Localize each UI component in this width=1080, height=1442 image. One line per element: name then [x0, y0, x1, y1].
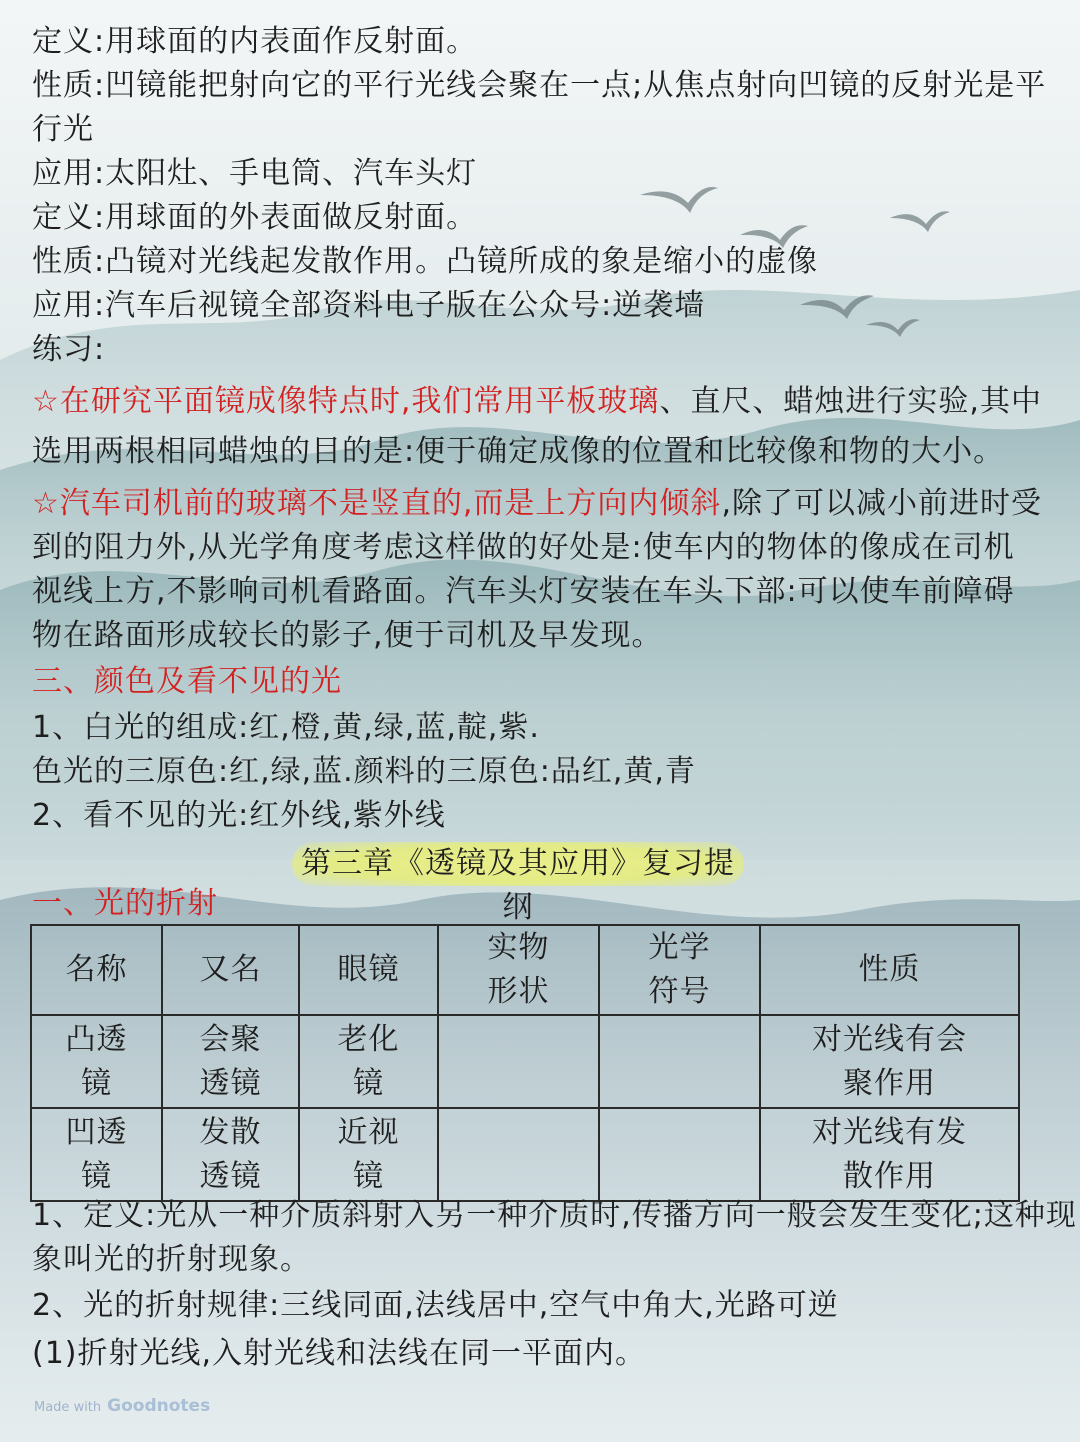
cell-text: 透镜: [199, 1065, 262, 1101]
text-line: 三、颜色及看不见的光: [32, 664, 342, 699]
table-header-cell: [438, 925, 599, 1015]
table-cell: [599, 1108, 760, 1201]
text-line: 性质:凹镜能把射向它的平行光线会聚在一点;从焦点射向凹镜的反射光是平: [32, 68, 1047, 103]
goodnotes-watermark: [34, 1396, 210, 1416]
table-row: [31, 1015, 1019, 1108]
text-line: 象叫光的折射现象。: [32, 1242, 311, 1277]
cell-text: 实物: [487, 930, 550, 965]
text-line: [32, 382, 1042, 422]
table-cell: [162, 1108, 299, 1201]
table-header-cell: [162, 925, 299, 1015]
cell-text: 散作用: [843, 1158, 936, 1194]
highlighted-text: ☆汽车司机前的玻璃不是竖直的,而是上方向内倾斜: [32, 486, 722, 521]
cell-text: 眼镜: [337, 952, 400, 987]
text-line: [32, 484, 1042, 524]
table-cell: [760, 1015, 1019, 1108]
cell-text: 名称: [65, 952, 128, 987]
cell-text: 老化: [337, 1021, 400, 1057]
table-cell: [599, 1015, 760, 1108]
plain-text: ,除了可以减小前进时受: [721, 486, 1042, 521]
table-cell: [299, 1015, 438, 1108]
table-header-cell: [31, 925, 162, 1015]
text-line: 应用:太阳灶、手电筒、汽车头灯: [32, 156, 478, 191]
table-cell: [31, 1108, 162, 1201]
table-row: [31, 1108, 1019, 1201]
cell-text: 镜: [81, 1158, 112, 1194]
lens-table: [30, 924, 1020, 1202]
text-line: 行光: [32, 112, 94, 147]
cell-text: 镜: [353, 1158, 384, 1194]
text-line: 定义:用球面的内表面作反射面。: [32, 24, 478, 59]
cell-text: 近视: [337, 1114, 400, 1150]
text-line: 物在路面形成较长的影子,便于司机及早发现。: [32, 618, 663, 653]
cell-text: 对光线有发: [812, 1114, 967, 1150]
text-line: 到的阻力外,从光学角度考虑这样做的好处是:使车内的物体的像成在司机: [32, 530, 1015, 565]
watermark-prefix: Made with: [34, 1400, 102, 1415]
table-cell: [438, 1015, 599, 1108]
cell-text: 又名: [199, 952, 262, 987]
cell-text: 镜: [353, 1065, 384, 1101]
text-line: 1、定义:光从一种介质斜射入另一种介质时,传播方向一般会发生变化;这种现: [32, 1198, 1077, 1233]
section-title: 一、光的折射: [32, 886, 218, 921]
text-line: 2、看不见的光:红外线,紫外线: [32, 798, 446, 833]
cell-text: 对光线有会: [812, 1021, 967, 1057]
cell-text: 聚作用: [843, 1065, 936, 1101]
cell-text: 透镜: [199, 1158, 262, 1194]
text-line: 性质:凸镜对光线起发散作用。凸镜所成的象是缩小的虚像: [32, 244, 819, 279]
table-cell: [162, 1015, 299, 1108]
table-header-row: [31, 925, 1019, 1015]
cell-text: 凸透: [65, 1021, 128, 1057]
text-line: 选用两根相同蜡烛的目的是:便于确定成像的位置和比较像和物的大小。: [32, 434, 1005, 469]
cell-text: 形状: [487, 974, 550, 1009]
table-cell: [438, 1108, 599, 1201]
highlighted-text: ☆在研究平面镜成像特点时,我们常用平板玻璃: [32, 384, 660, 419]
text-line: 1、白光的组成:红,橙,黄,绿,蓝,靛,紫.: [32, 710, 540, 745]
text-line: (1)折射光线,入射光线和法线在同一平面内。: [32, 1336, 647, 1371]
cell-text: 符号: [648, 974, 711, 1009]
watermark-brand: Goodnotes: [107, 1396, 211, 1416]
cell-text: 性质: [858, 952, 921, 987]
table-cell: [299, 1108, 438, 1201]
table-header-cell: [760, 925, 1019, 1015]
cell-text: 发散: [199, 1114, 262, 1150]
table-header-cell: [599, 925, 760, 1015]
chapter-title: 第三章《透镜及其应用》复习提纲: [292, 842, 744, 886]
cell-text: 会聚: [199, 1021, 262, 1057]
cell-text: 镜: [81, 1065, 112, 1101]
cell-text: 凹透: [65, 1114, 128, 1150]
cell-text: 光学: [648, 930, 711, 965]
table-header-cell: [299, 925, 438, 1015]
plain-text: 、直尺、蜡烛进行实验,其中: [659, 384, 1042, 419]
text-line: 2、光的折射规律:三线同面,法线居中,空气中角大,光路可逆: [32, 1288, 839, 1323]
text-line: 色光的三原色:红,绿,蓝.颜料的三原色:品红,黄,青: [32, 754, 696, 789]
text-line: 视线上方,不影响司机看路面。汽车头灯安装在车头下部:可以使车前障碍: [32, 574, 1015, 609]
text-line: 练习:: [32, 332, 106, 367]
text-line: 应用:汽车后视镜全部资料电子版在公众号:逆袭墙: [32, 288, 706, 323]
table-cell: [31, 1015, 162, 1108]
text-line: 定义:用球面的外表面做反射面。: [32, 200, 478, 235]
table-cell: [760, 1108, 1019, 1201]
